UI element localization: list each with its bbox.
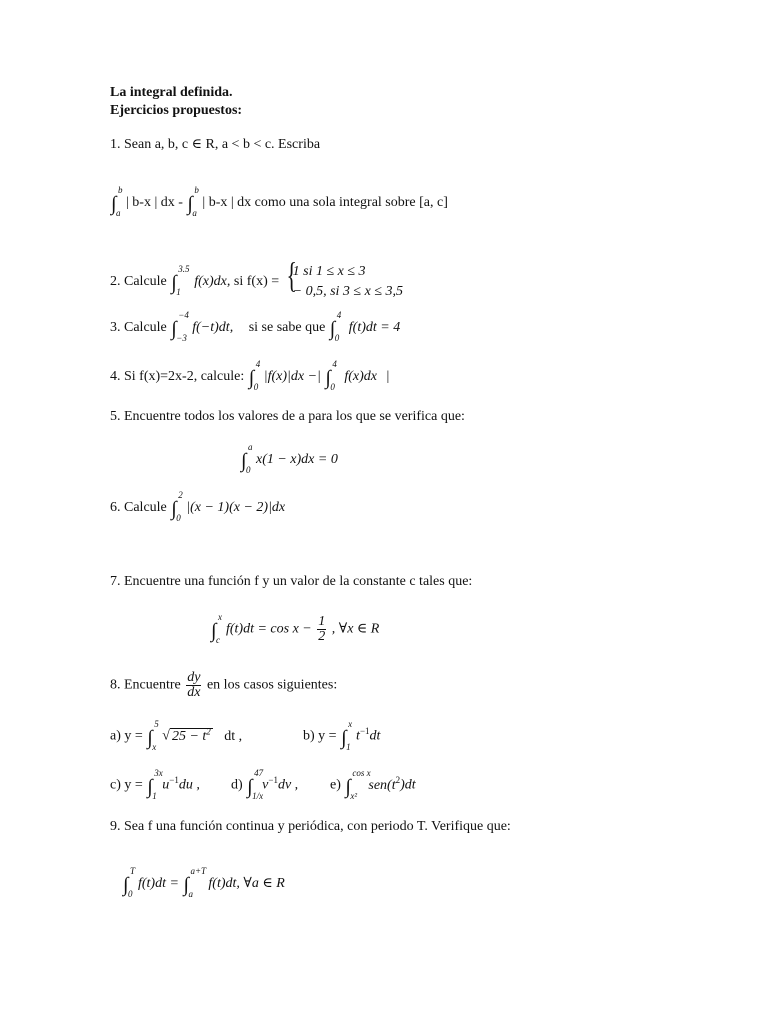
exercise-3-middle: si se sabe que (248, 320, 326, 335)
upper-limit: 47 (254, 767, 264, 778)
lower-limit: c (216, 634, 220, 645)
fraction (317, 615, 326, 644)
exercise-6-prefix: 6. Calcule (110, 500, 167, 515)
exercise-2-prefix: 2. Calcule (110, 274, 167, 290)
upper-limit: b (194, 185, 199, 195)
case-c-tail: du , (178, 777, 200, 793)
lower-limit: −3 (176, 333, 187, 343)
case-b-tail: dt (369, 728, 381, 744)
exercise-7-text: 7. Encuentre una función f y un valor de la constante c tales que: (110, 574, 473, 589)
lower-limit: a (188, 889, 193, 899)
exercise-6-integrand: |(x − 1)(x − 2)|dx (186, 500, 286, 515)
exercise-5-equation-body: x(1 − x)dx = 0 (255, 452, 338, 467)
lower-limit: 1/x (252, 790, 264, 801)
exercise-8-case-b (303, 718, 381, 752)
document-title: La integral definida. (110, 85, 233, 100)
exercise-8-intro (110, 671, 337, 700)
case-b-integrand: t (356, 728, 360, 744)
piecewise-function (283, 255, 404, 302)
upper-limit: 4 (255, 359, 261, 369)
case-c-integrand: u (162, 777, 170, 793)
case-d-label: d) (231, 777, 243, 793)
exercise-7-lhs: f(t)dt = cos x − (225, 621, 312, 637)
document-subtitle: Ejercicios propuestos: (110, 103, 243, 118)
radicand (170, 728, 213, 744)
exercise-7-equation (210, 611, 380, 645)
integral-sign: ∫ 4 0 (325, 359, 337, 392)
exercise-6 (110, 490, 286, 523)
exercise-4-closing: | (386, 369, 390, 384)
lower-limit: x (152, 741, 157, 752)
piecewise-case-1: 1 si 1 ≤ x ≤ 3 (292, 264, 366, 279)
exercise-4-abs-integrand: |f(x)|dx −| (263, 369, 321, 384)
integral-sign: ∫ 3.5 1 (171, 264, 190, 298)
exercise-1-term2: | b-x | dx como una sola integral sobre [a, c] (202, 195, 448, 210)
integral-sign: ∫ a+T a (183, 866, 207, 899)
integral-sign: ∫ 47 1/x (247, 767, 264, 801)
exercise-1-intro: 1. Sean a, b, c ∈ R, a < b < c. Escriba (110, 137, 321, 152)
exercise-2-si: si f(x) = (233, 274, 283, 290)
exercise-2 (110, 255, 404, 302)
case-d-tail: dv , (277, 777, 299, 793)
upper-limit: 4 (332, 359, 337, 369)
case-c-label: c) y = (110, 777, 147, 793)
lower-limit: 1 (346, 741, 351, 752)
exercise-8-case-a (110, 718, 243, 752)
exercise-4-integrand-2: f(x)dx (344, 369, 378, 384)
upper-limit: cos x (352, 767, 371, 778)
lower-limit: 0 (330, 382, 335, 392)
upper-limit: −4 (178, 310, 189, 320)
case-e-integrand: sen(t (368, 777, 396, 793)
fraction-denominator: dx (187, 685, 201, 700)
lower-limit: 0 (334, 333, 340, 343)
integral-sign: ∫ T 0 (123, 866, 136, 899)
square-root-icon: √ (162, 728, 170, 744)
exponent: −1 (268, 775, 278, 785)
case-e-label: e) (330, 777, 341, 793)
upper-limit: x (218, 611, 222, 622)
exercise-8-suffix: en los casos siguientes: (206, 677, 338, 693)
exponent: 2 (395, 775, 401, 785)
fraction-denominator: 2 (318, 629, 326, 644)
upper-limit: x (348, 718, 353, 729)
case-e-tail: )dt (400, 777, 416, 793)
lower-limit: x² (350, 790, 358, 801)
case-a-label: a) y = (110, 728, 147, 744)
integral-sign: ∫ 3x 1 (147, 767, 163, 801)
upper-limit: 3.5 (178, 264, 190, 275)
integral-sign: ∫ 5 x (147, 718, 159, 752)
fraction-numerator: 1 (318, 614, 326, 629)
integral-sign: ∫ x 1 (341, 718, 353, 752)
integral-sign: ∫ b a (187, 185, 199, 218)
exercise-5-text: 5. Encuentre todos los valores de a para los que se verifica que: (110, 409, 465, 424)
exercise-5-equation (240, 442, 338, 475)
exponent: −1 (359, 726, 370, 736)
derivative-fraction (186, 671, 201, 700)
upper-limit: 5 (154, 718, 159, 729)
lower-limit: a (192, 208, 197, 218)
exercise-9-text: 9. Sea f una función continua y periódica, con periodo T. Verifique que: (110, 819, 511, 834)
case-b-label: b) y = (303, 728, 341, 744)
integral-sign: ∫ 4 0 (248, 359, 261, 392)
exercise-9-equation (122, 866, 285, 899)
lower-limit: 0 (176, 513, 181, 523)
case-d-integrand: v (262, 777, 269, 793)
exercise-3-integrand: f(−t)dt, (192, 320, 234, 335)
exercise-8-case-d (231, 767, 299, 801)
upper-limit: b (118, 185, 123, 195)
integral-sign: ∫ cos x x² (345, 767, 371, 801)
lower-limit: 0 (253, 382, 259, 392)
exponent: 2 (206, 726, 211, 736)
integral-sign: ∫ x c (211, 611, 222, 645)
exercise-7-rhs: , ∀x ∈ R (331, 621, 380, 637)
upper-limit: a+T (190, 866, 207, 876)
integral-sign: ∫ b a (111, 185, 123, 218)
lower-limit: 0 (246, 465, 251, 475)
lower-limit: 1 (176, 287, 181, 298)
integral-sign: ∫ −4 −3 (171, 310, 189, 343)
exercise-4 (110, 359, 390, 392)
exercise-4-prefix: 4. Si f(x)=2x-2, calcule: (110, 369, 245, 384)
integral-sign: ∫ 2 0 (171, 490, 183, 523)
exercise-1-expression (110, 185, 448, 218)
exercise-2-integrand: f(x)dx, (194, 274, 234, 290)
fraction-numerator: dy (187, 670, 201, 685)
radicand-text: 25 − t (171, 728, 207, 744)
lower-limit: 0 (128, 889, 133, 899)
exercise-8-case-c (110, 767, 200, 801)
upper-limit: 2 (178, 490, 183, 500)
upper-limit: T (130, 866, 136, 876)
exercise-8-prefix: 8. Encuentre (110, 677, 181, 693)
integral-sign: ∫ a 0 (241, 442, 253, 475)
upper-limit: 4 (336, 310, 342, 320)
exercise-3-integrand-2: f(t)dt = 4 (348, 320, 401, 335)
exercise-3-prefix: 3. Calcule (110, 320, 167, 335)
integral-sign: ∫ 4 0 (329, 310, 342, 343)
lower-limit: a (116, 208, 121, 218)
exercise-9-rhs: f(t)dt, ∀a ∈ R (208, 876, 285, 891)
exercise-8-case-e (330, 767, 416, 801)
upper-limit: 3x (154, 767, 163, 778)
brace-icon: { (286, 255, 297, 295)
upper-limit: a (248, 442, 253, 452)
exponent: −1 (169, 775, 179, 785)
exercise-1-term1: | b-x | dx - (125, 195, 187, 210)
lower-limit: 1 (152, 790, 157, 801)
piecewise-case-2: − 0,5, si 3 ≤ x ≤ 3,5 (292, 284, 404, 299)
case-a-tail: dt , (224, 728, 243, 744)
exercise-9-mid: f(t)dt = (137, 876, 179, 891)
exercise-3 (110, 310, 401, 343)
